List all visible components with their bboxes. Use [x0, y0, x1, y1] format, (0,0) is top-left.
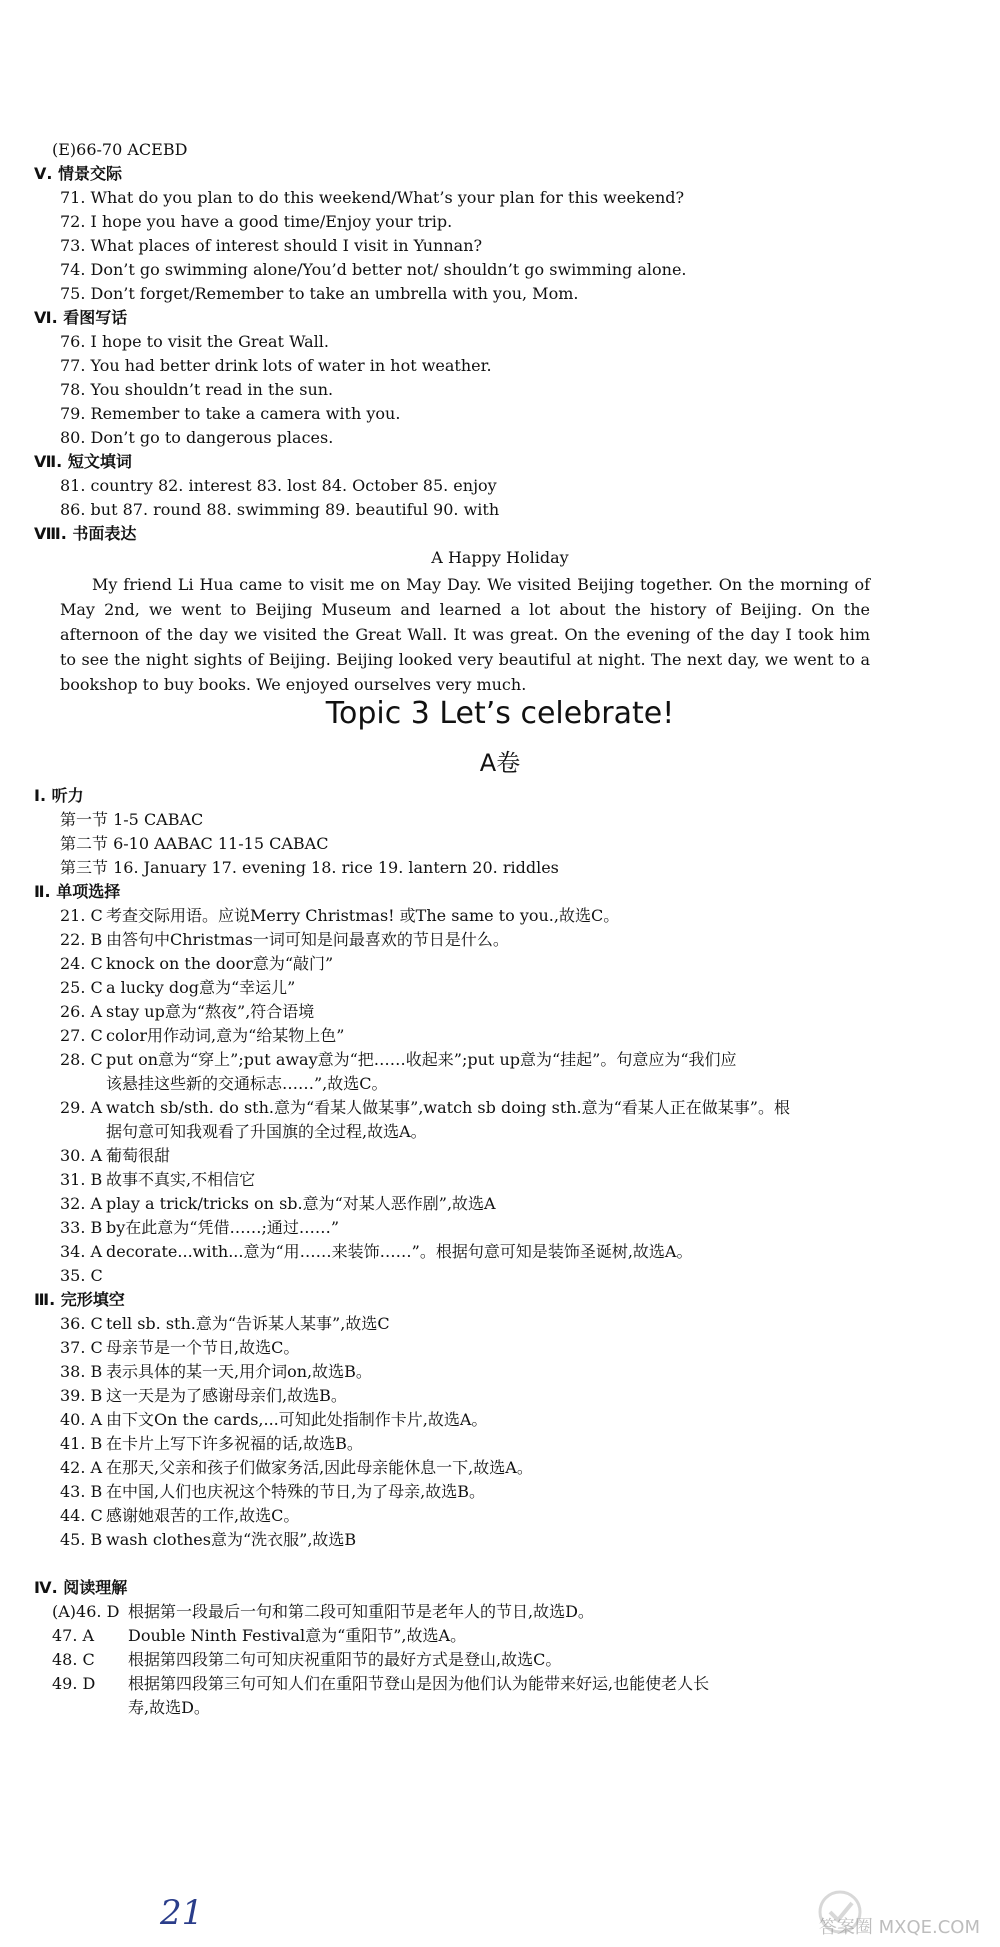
answer-explanation: by在此意为“凭借……;通过……” [106, 1218, 340, 1237]
essay-paragraph: My friend Li Hua came to visit me on May Day. We visited Beijing together. On the morning of May 2nd, we went to Beijing Museum and learned a lot about the history of Beijing. On the afternoon of the day we visited the Great Wall. It was great. On the evening of the day I took him to see the night sights of Beijing. Beijing looked very beautiful at night. The next day, we went to a bookshop to buy books. We enjoyed ourselves very much. [60, 575, 870, 694]
section-heading: Ⅶ. 短文填词 [34, 452, 132, 471]
cloze-heading: Ⅲ. 完形填空 [34, 1290, 125, 1309]
answer-explanation: 根据第四段第三句可知人们在重阳节登山是因为他们认为能带来好运,也能使老人长 [128, 1674, 710, 1693]
answer-explanation: put on意为“穿上”;put away意为“把……收起来”;put up意为“挂起”。句意应为“我们应 [106, 1050, 737, 1069]
answer-explanation: 据句意可知我观看了升国旗的全过程,故选A。 [106, 1122, 427, 1141]
page-number: 21 [160, 1893, 204, 1933]
answer-number: 28. C [60, 1050, 103, 1069]
answer-explanation: 该悬挂这些新的交通标志……”,故选C。 [106, 1074, 388, 1093]
answer-explanation: 在中国,人们也庆祝这个特殊的节日,为了母亲,故选B。 [106, 1482, 486, 1501]
answer-number: 45. B [60, 1530, 103, 1549]
section-heading: Ⅴ. 情景交际 [34, 164, 123, 183]
answer-number: 21. C [60, 906, 103, 925]
answer-number: 31. B [60, 1170, 103, 1189]
answer-explanation: 这一天是为了感谢母亲们,故选B。 [106, 1386, 347, 1405]
answer-explanation: 由下文On the cards,...可知此处指制作卡片,故选A。 [106, 1410, 488, 1429]
answer-explanation: 根据第一段最后一句和第二段可知重阳节是老年人的节日,故选D。 [128, 1602, 594, 1621]
answer-explanation: tell sb. sth.意为“告诉某人某事”,故选C [106, 1314, 390, 1333]
topic-title: Topic 3 Let’s celebrate! [325, 696, 675, 731]
answer-explanation: 感谢她艰苦的工作,故选C。 [106, 1506, 300, 1525]
volume-title: A卷 [479, 749, 521, 777]
section-heading: Ⅷ. 书面表达 [34, 524, 137, 543]
answer-line: 71. What do you plan to do this weekend/What’s your plan for this weekend? [60, 188, 685, 207]
answer-line: 74. Don’t go swimming alone/You’d better not/ shouldn’t go swimming alone. [60, 260, 687, 279]
answer-explanation: watch sb/sth. do sth.意为“看某人做某事”,watch sb doing sth.意为“看某人正在做某事”。根 [106, 1098, 790, 1117]
answer-line: (E)66-70 ACEBD [52, 140, 188, 159]
answer-line: 73. What places of interest should I visit in Yunnan? [60, 236, 483, 255]
answer-explanation: color用作动词,意为“给某物上色” [106, 1026, 345, 1045]
answer-number: 35. C [60, 1266, 103, 1285]
answer-number: 44. C [60, 1506, 103, 1525]
answer-line: 79. Remember to take a camera with you. [60, 404, 401, 423]
answer-explanation: 寿,故选D。 [128, 1698, 210, 1717]
answer-number: 37. C [60, 1338, 103, 1357]
answer-explanation: 在卡片上写下许多祝福的话,故选B。 [106, 1434, 363, 1453]
answer-line: 86. but 87. round 88. swimming 89. beautiful 90. with [60, 500, 500, 519]
answer-number: 39. B [60, 1386, 103, 1405]
section-heading: Ⅵ. 看图写话 [34, 308, 128, 327]
listening-line: 第三节 16. January 17. evening 18. rice 19. lantern 20. riddles [60, 858, 559, 877]
answer-number: 24. C [60, 954, 103, 973]
answer-explanation: 故事不真实,不相信它 [106, 1170, 256, 1189]
answer-number: 33. B [60, 1218, 103, 1237]
answer-explanation: 在那天,父亲和孩子们做家务活,因此母亲能休息一下,故选A。 [106, 1458, 533, 1477]
answer-number: 29. A [60, 1098, 103, 1117]
answer-number: 42. A [60, 1458, 103, 1477]
answer-explanation: a lucky dog意为“幸运儿” [106, 978, 296, 997]
answer-number: 43. B [60, 1482, 103, 1501]
answer-line: 80. Don’t go to dangerous places. [60, 428, 334, 447]
answer-explanation: 表示具体的某一天,用介词on,故选B。 [106, 1362, 372, 1381]
answer-explanation: 考查交际用语。应说Merry Christmas! 或The same to you.,故选C。 [106, 906, 620, 925]
answer-number: 22. B [60, 930, 103, 949]
answer-explanation: knock on the door意为“敲门” [106, 954, 334, 973]
answer-explanation: 母亲节是一个节日,故选C。 [106, 1338, 300, 1357]
reading-heading: Ⅳ. 阅读理解 [34, 1578, 128, 1597]
answer-explanation: Double Ninth Festival意为“重阳节”,故选A。 [128, 1626, 467, 1645]
answer-number: 32. A [60, 1194, 103, 1213]
answer-number: 38. B [60, 1362, 103, 1381]
watermark-text: 答案圈 MXQE.COM [818, 1917, 980, 1938]
answer-line: 77. You had better drink lots of water in hot weather. [60, 356, 492, 375]
answer-number: 48. C [52, 1650, 95, 1669]
listening-line: 第二节 6-10 AABAC 11-15 CABAC [60, 834, 329, 853]
single-choice-heading: Ⅱ. 单项选择 [34, 882, 121, 901]
answer-explanation: stay up意为“熬夜”,符合语境 [106, 1002, 315, 1021]
answer-line: 72. I hope you have a good time/Enjoy your trip. [60, 212, 453, 231]
answer-number: 30. A [60, 1146, 103, 1165]
answer-explanation: 根据第四段第二句可知庆祝重阳节的最好方式是登山,故选C。 [128, 1650, 562, 1669]
answer-explanation: 葡萄很甜 [106, 1146, 171, 1165]
answer-number: 47. A [52, 1626, 95, 1645]
answer-explanation: play a trick/tricks on sb.意为“对某人恶作剧”,故选A [106, 1194, 496, 1213]
answer-number: (A)46. D [52, 1602, 120, 1621]
essay-title: A Happy Holiday [431, 548, 569, 567]
answer-explanation: wash clothes意为“洗衣服”,故选B [106, 1530, 357, 1549]
listening-heading: Ⅰ. 听力 [34, 786, 84, 805]
answer-number: 34. A [60, 1242, 103, 1261]
answer-line: 75. Don’t forget/Remember to take an umbrella with you, Mom. [60, 284, 579, 303]
answer-line: 81. country 82. interest 83. lost 84. October 85. enjoy [60, 476, 497, 495]
answer-number: 49. D [52, 1674, 96, 1693]
answer-number: 40. A [60, 1410, 103, 1429]
answer-number: 36. C [60, 1314, 103, 1333]
answer-line: 76. I hope to visit the Great Wall. [60, 332, 329, 351]
listening-line: 第一节 1-5 CABAC [60, 810, 204, 829]
answer-number: 26. A [60, 1002, 103, 1021]
answer-explanation: decorate...with...意为“用……来装饰……”。根据句意可知是装饰圣诞树,故选A。 [106, 1242, 693, 1261]
answer-number: 41. B [60, 1434, 103, 1453]
answer-number: 25. C [60, 978, 103, 997]
answer-line: 78. You shouldn’t read in the sun. [60, 380, 334, 399]
answer-explanation: 由答句中Christmas一词可知是问最喜欢的节日是什么。 [106, 930, 509, 949]
answer-number: 27. C [60, 1026, 103, 1045]
